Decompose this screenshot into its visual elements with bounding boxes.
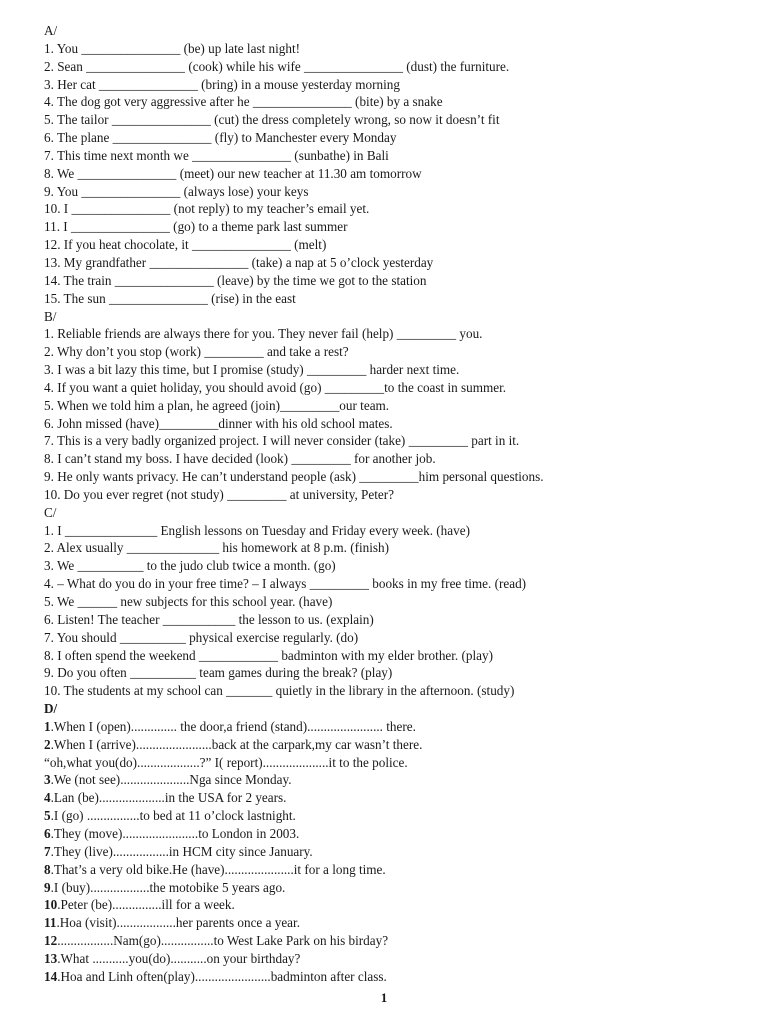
item-text: .We (not see).....................Nga since Monday. xyxy=(50,772,292,788)
exercise-line: 2. Alex usually ______________ his homework at 8 p.m. (finish) xyxy=(44,540,390,556)
exercise-line: 3. We __________ to the judo club twice a month. (go) xyxy=(44,558,336,574)
item-number: 1 xyxy=(44,718,51,734)
exercise-line xyxy=(44,807,744,825)
item-number: 4 xyxy=(44,790,51,806)
exercise-line: 8. We _______________ (meet) our new teacher at 11.30 am tomorrow xyxy=(44,165,422,181)
item-number: 12 xyxy=(44,933,58,949)
item-text: .Lan (be)....................in the USA for 2 years. xyxy=(50,790,287,806)
exercise-line: 4. – What do you do in your free time? – I always _________ books in my free time. (read) xyxy=(44,576,527,592)
worksheet xyxy=(44,22,744,986)
item-text: “oh,what you(do)...................?” I( report)....................it to the police. xyxy=(44,754,408,770)
item-text: .I (go) ................to bed at 11 o’clock lastnight. xyxy=(50,808,296,824)
exercise-line: 2. Why don’t you stop (work) _________ and take a rest? xyxy=(44,344,349,360)
item-text: .I (buy)..................the motobike 5 years ago. xyxy=(50,879,286,895)
item-number: 11 xyxy=(44,915,57,931)
exercise-line xyxy=(44,825,744,843)
item-text: .They (live).................in HCM city since January. xyxy=(50,843,313,859)
exercise-line xyxy=(44,896,744,914)
exercise-line xyxy=(44,718,744,736)
exercise-line xyxy=(44,843,744,861)
exercise-line: 8. I often spend the weekend ____________ badminton with my elder brother. (play) xyxy=(44,647,494,663)
exercise-line: 3. Her cat _______________ (bring) in a mouse yesterday morning xyxy=(44,76,400,92)
item-number: 9 xyxy=(44,879,51,895)
exercise-line xyxy=(44,789,744,807)
item-number: 10 xyxy=(44,897,58,913)
exercise-line: 4. The dog got very aggressive after he _______________ (bite) by a snake xyxy=(44,94,443,110)
exercise-line xyxy=(44,736,744,754)
exercise-line: 12. If you heat chocolate, it _______________ (melt) xyxy=(44,237,327,253)
exercise-line: 10. Do you ever regret (not study) _________ at university, Peter? xyxy=(44,486,394,502)
exercise-line: 10. The students at my school can _______ quietly in the library in the afternoon. (study) xyxy=(44,683,515,699)
exercise-line: 9. He only wants privacy. He can’t understand people (ask) _________him personal questions. xyxy=(44,469,544,485)
item-text: .That’s a very old bike.He (have).....................it for a long time. xyxy=(50,861,386,877)
exercise-line: 5. We ______ new subjects for this school year. (have) xyxy=(44,594,333,609)
exercise-line xyxy=(44,879,744,897)
exercise-line: 14. The train _______________ (leave) by the time we got to the station xyxy=(44,272,427,288)
exercise-line: 1. Reliable friends are always there for you. They never fail (help) _________ you. xyxy=(44,326,483,342)
exercise-line xyxy=(44,771,744,789)
exercise-line: 5. The tailor _______________ (cut) the dress completely wrong, so now it doesn’t fit xyxy=(44,112,500,128)
page-number: 1 xyxy=(380,990,388,1005)
exercise-line xyxy=(44,932,744,950)
exercise-line: 9. Do you often __________ team games during the break? (play) xyxy=(44,665,393,681)
exercise-line: 4. If you want a quiet holiday, you should avoid (go) _________to the coast in summer. xyxy=(44,379,507,395)
exercise-line: 7. This time next month we _______________ (sunbathe) in Bali xyxy=(44,147,389,163)
item-text: .Peter (be)...............ill for a week. xyxy=(57,897,235,913)
exercise-line: 1. I ______________ English lessons on Tuesday and Friday every week. (have) xyxy=(44,522,470,538)
exercise-line xyxy=(44,754,744,772)
item-number: 5 xyxy=(44,808,51,824)
item-text: .Hoa (visit)..................her parents once a year. xyxy=(56,915,300,931)
item-text: .................Nam(go)................to West Lake Park on his birday? xyxy=(57,933,389,949)
exercise-line: 11. I _______________ (go) to a theme park last summer xyxy=(44,219,348,235)
exercise-line: 6. John missed (have)_________dinner with his old school mates. xyxy=(44,415,393,431)
exercise-line: 15. The sun _______________ (rise) in the east xyxy=(44,290,296,306)
section-d-heading: D/ xyxy=(44,701,58,717)
item-text: .What ...........you(do)...........on your birthday? xyxy=(57,950,301,966)
exercise-line: 2. Sean _______________ (cook) while his wife _______________ (dust) the furniture. xyxy=(44,58,510,74)
exercise-line xyxy=(44,950,744,968)
exercise-line: 5. When we told him a plan, he agreed (join)_________our team. xyxy=(44,397,390,413)
exercise-line xyxy=(44,861,744,879)
exercise-line: 7. This is a very badly organized project. I will never consider (take) _________ part in it. xyxy=(44,433,520,449)
item-text: .They (move).......................to London in 2003. xyxy=(50,825,300,841)
item-number: 8 xyxy=(44,861,51,877)
item-number: 2 xyxy=(44,736,51,752)
section-b-heading: B/ xyxy=(44,308,57,324)
item-number: 7 xyxy=(44,843,51,859)
item-number: 3 xyxy=(44,772,51,788)
exercise-line xyxy=(44,968,744,986)
exercise-line: 13. My grandfather _______________ (take) a nap at 5 o’clock yesterday xyxy=(44,254,434,270)
exercise-line xyxy=(44,914,744,932)
item-text: .When I (arrive).......................back at the carpark,my car wasn’t there. xyxy=(50,736,423,752)
item-text: .When I (open).............. the door,a friend (stand)....................... there. xyxy=(50,718,416,734)
section-a-heading: A/ xyxy=(44,23,58,38)
exercise-line: 6. Listen! The teacher ___________ the lesson to us. (explain) xyxy=(44,611,374,627)
exercise-line: 10. I _______________ (not reply) to my teacher’s email yet. xyxy=(44,201,370,217)
section-c-heading: C/ xyxy=(44,504,57,520)
item-number: 14 xyxy=(44,968,58,984)
exercise-line: 1. You _______________ (be) up late last night! xyxy=(44,40,301,56)
item-number: 13 xyxy=(44,950,58,966)
exercise-line: 9. You _______________ (always lose) your keys xyxy=(44,183,309,199)
item-text: .Hoa and Linh often(play).......................badminton after class. xyxy=(57,968,387,984)
exercise-line: 6. The plane _______________ (fly) to Manchester every Monday xyxy=(44,130,397,146)
exercise-line: 7. You should __________ physical exercise regularly. (do) xyxy=(44,629,359,645)
item-number: 6 xyxy=(44,825,51,841)
exercise-line: 8. I can’t stand my boss. I have decided (look) _________ for another job. xyxy=(44,451,436,467)
exercise-line: 3. I was a bit lazy this time, but I promise (study) _________ harder next time. xyxy=(44,362,460,378)
